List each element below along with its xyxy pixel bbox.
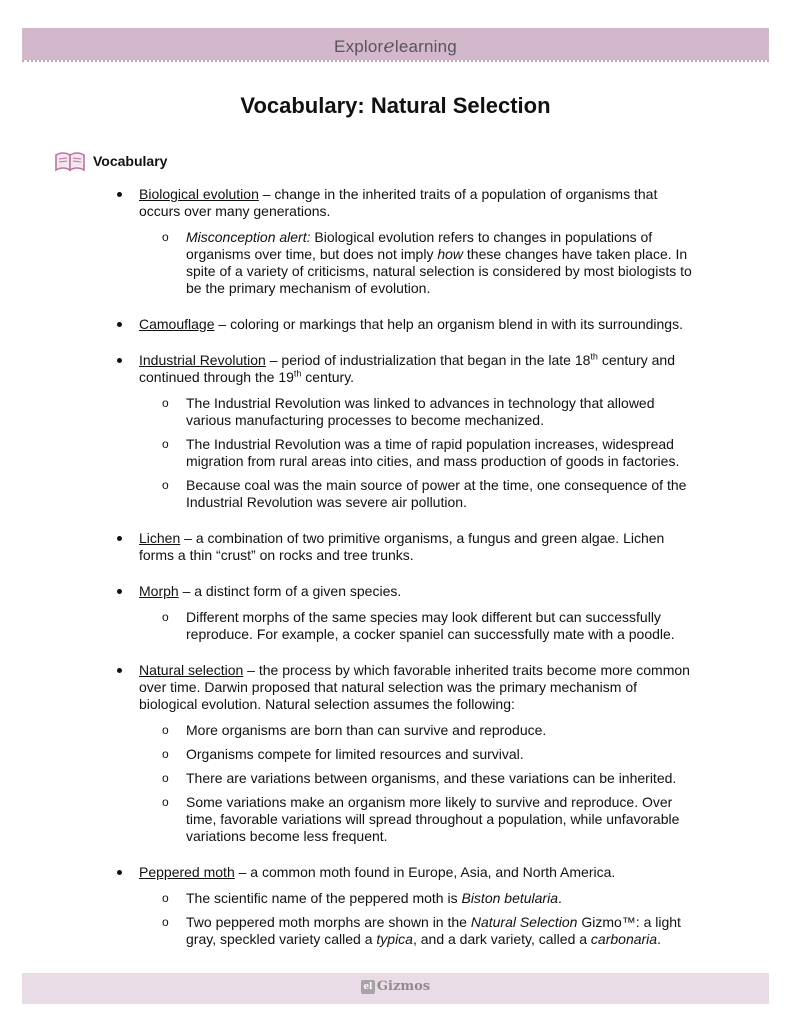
term: Camouflage [139,316,215,332]
list-item [139,316,699,333]
gizmos-logo: el Gizmos [361,979,430,994]
header-bar [22,28,769,60]
section-label: Vocabulary [93,153,168,169]
sub-item: o There are variations between organisms, and these variations can be inherited. [186,770,699,787]
sub-item: o More organisms are born than can survive and reproduce. [186,722,699,739]
list-item [139,186,699,297]
sub-item: o Because coal was the main source of power at the time, one consequence of the Industrial Revolution was severe air pollution. [186,477,699,511]
definition: – a common moth found in Europe, Asia, and North America. [234,864,616,880]
definition: – change in the inherited traits of a population of organisms that occurs over many generations. [139,186,658,219]
sub-item: o Misconception alert: Biological evolution refers to changes in populations of organisms over time, but does not imply how these changes have taken place. In spite of a variety of criticisms, natural selection is considered by most biologists to be the primary mechanism of evolution. [186,229,699,297]
list-item [139,864,699,948]
term: Biological evolution [139,186,259,202]
list-item [139,583,699,643]
footer-bar [22,973,769,1004]
section-heading [53,150,167,172]
vocabulary-list [139,186,699,967]
term: Industrial Revolution [139,352,266,368]
list-item [139,530,699,564]
sub-item: o Some variations make an organism more likely to survive and reproduce. Over time, favorable variations will spread throughout a population, while unfavorable variations become less frequent. [186,794,699,845]
sub-item: o The scientific name of the peppered moth is Biston betularia. [186,890,699,907]
definition: – the process by which favorable inherited traits become more common over time. Darwin proposed that natural selection was the primary mechanism of biological evolution. Natural selection assumes the following: [139,662,690,712]
term: Natural selection [139,662,244,678]
definition: – a distinct form of a given species. [178,583,402,599]
term: Lichen [139,530,181,546]
gizmos-mark-icon: el [361,980,375,994]
sub-item: o The Industrial Revolution was linked to advances in technology that allowed various manufacturing processes to become mechanized. [186,395,699,429]
sub-item: o Two peppered moth morphs are shown in the Natural Selection Gizmo™: a light gray, speckled variety called a typica, and a dark variety, called a carbonaria. [186,914,699,948]
definition: – a combination of two primitive organisms, a fungus and green algae. Lichen forms a thin “crust” on rocks and tree trunks. [139,530,665,563]
definition: – coloring or markings that help an organism blend in with its surroundings. [214,316,683,332]
list-item [139,662,699,845]
sub-item: o Organisms compete for limited resources and survival. [186,746,699,763]
sub-item: o The Industrial Revolution was a time of rapid population increases, widespread migration from rural areas into cities, and mass production of goods in factories. [186,436,699,470]
explorelearning-logo: Explorelearning [334,35,457,57]
page-title: Vocabulary: Natural Selection [240,93,551,118]
term: Morph [139,583,179,599]
header-divider [22,60,769,62]
term: Peppered moth [139,864,235,880]
book-icon [53,150,87,172]
sub-item: o Different morphs of the same species may look different but can successfully reproduce. For example, a cocker spaniel can successfully mate with a poodle. [186,609,699,643]
list-item: Industrial Revolution – period of industrialization that began in the late 18th century and continued through the 19th century. o The Industrial Revolution was linked to advances in technology that allowed various manufacturing processes to become mechanized. o The Industrial Revolution was a time of rapid population increases, widespread migration from rural areas into cities, and mass production of goods in factories. o Because coal was the main source of power at the time, one consequence of the Industrial Revolution was severe air pollution. [139,352,699,511]
